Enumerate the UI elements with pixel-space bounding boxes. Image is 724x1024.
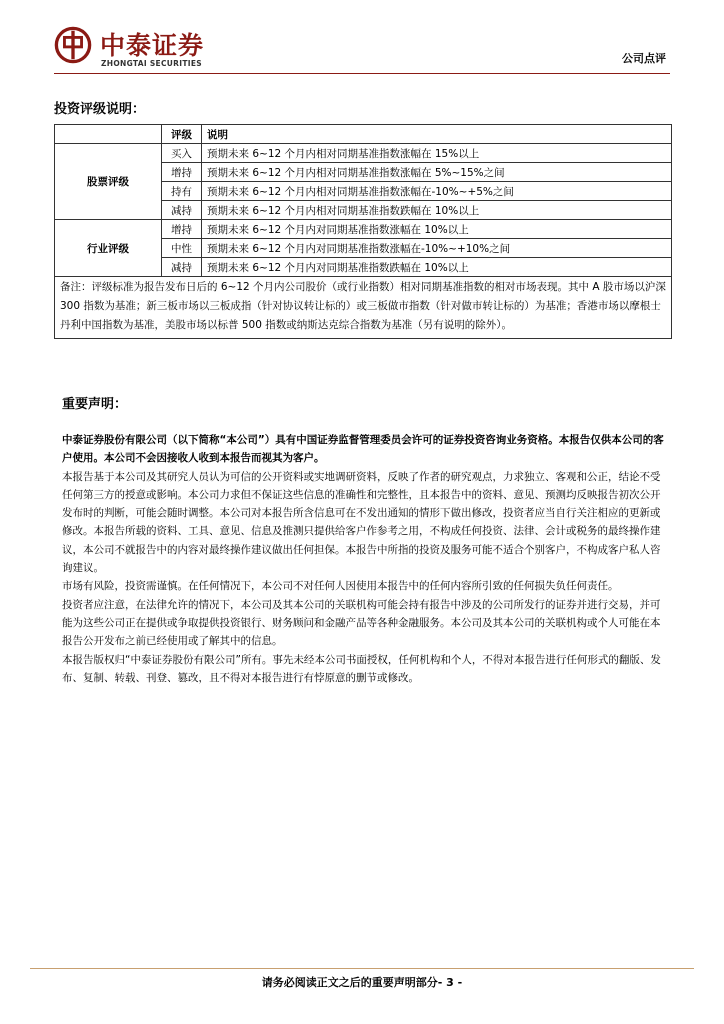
rating-level: 持有 [162, 182, 202, 201]
page-header [0, 0, 724, 80]
zhongtai-logo-icon [54, 26, 92, 64]
footer-notice: 请务必阅读正文之后的重要声明部分 [261, 976, 438, 989]
rating-level: 减持 [162, 201, 202, 220]
rating-desc: 预期未来 6~12 个月内相对同期基准指数涨幅在-10%~+5%之间 [202, 182, 672, 201]
rating-desc: 预期未来 6~12 个月内对同期基准指数跌幅在 10%以上 [202, 258, 672, 277]
col-rating-header: 评级 [162, 125, 202, 144]
stock-rating-category: 股票评级 [55, 144, 162, 220]
rating-level: 增持 [162, 220, 202, 239]
table-note-row [55, 277, 672, 339]
disclaimer-paragraph: 中泰证券股份有限公司（以下简称“本公司”）具有中国证券监督管理委员会许可的证券投资咨询业务资格。本报告仅供本公司的客户使用。本公司不会因接收人收到本报告而视其为客户。 [62, 434, 664, 465]
disclaimer-body [62, 431, 670, 687]
rating-note: 备注：评级标准为报告发布日后的 6~12 个月内公司股价（或行业指数）相对同期基准指数的相对市场表现。其中 A 股市场以沪深 300 指数为基准；新三板市场以三板成指（针对协议转让标的）或三板做市指数（针对做市转让标的）为基准；香港市场以摩根士丹利中国指数为基准，美股市场以标普 500 指数或纳斯达克综合指数为基准（另有说明的除外）。 [55, 277, 672, 339]
rating-table [54, 124, 672, 339]
disclaimer-paragraph: 本报告版权归“中泰证券股份有限公司”所有。事先未经本公司书面授权，任何机构和个人，不得对本报告进行任何形式的翻版、发布、复制、转载、刊登、篡改，且不得对本报告进行有悖原意的删节或修改。 [62, 653, 661, 684]
ratings-section-title: 投资评级说明： [54, 102, 146, 117]
table-row [55, 144, 672, 163]
disclaimer-section-title: 重要声明： [62, 397, 128, 412]
rating-level: 增持 [162, 163, 202, 182]
brand-name-en: ZHONGTAI SECURITIES [101, 59, 202, 68]
rating-desc: 预期未来 6~12 个月内对同期基准指数涨幅在-10%~+10%之间 [202, 239, 672, 258]
header-divider [54, 73, 670, 74]
brand-name-cn: 中泰证券 [100, 31, 205, 60]
rating-level: 减持 [162, 258, 202, 277]
rating-level: 买入 [162, 144, 202, 163]
footer-divider [30, 968, 694, 969]
rating-level: 中性 [162, 239, 202, 258]
disclaimer-paragraph: 投资者应注意，在法律允许的情况下，本公司及其本公司的关联机构可能会持有报告中涉及的公司所发行的证券并进行交易，并可能为这些公司正在提供或争取提供投资银行、财务顾问和金融产品等各种金融服务。本公司及其本公司的关联机构或个人可能在本报告公开发布之前已经使用或了解其中的信息。 [62, 598, 661, 648]
rating-table-header [55, 125, 672, 144]
page-footer [0, 974, 724, 990]
company-logo [54, 22, 274, 74]
report-type: 公司点评 [622, 52, 666, 65]
table-row [55, 220, 672, 239]
rating-desc: 预期未来 6~12 个月内相对同期基准指数涨幅在 15%以上 [202, 144, 672, 163]
page-number: - 3 - [437, 976, 463, 989]
disclaimer-paragraph: 市场有风险，投资需谨慎。在任何情况下，本公司不对任何人因使用本报告中的任何内容所引致的任何损失负任何责任。 [62, 580, 619, 593]
rating-desc: 预期未来 6~12 个月内相对同期基准指数跌幅在 10%以上 [202, 201, 672, 220]
disclaimer-paragraph: 本报告基于本公司及其研究人员认为可信的公开资料或实地调研资料，反映了作者的研究观点，力求独立、客观和公正，结论不受任何第三方的授意或影响。本公司力求但不保证这些信息的准确性和完整性，且本报告中的资料、意见、预测均反映报告初次公开发布时的判断，可能会随时调整。本公司对本报告所含信息可在不发出通知的情形下做出修改，投资者应当自行关注相应的更新或修改。本报告所载的资料、工具、意见、信息及推测只提供给客户作参考之用，不构成任何投资、法律、会计或税务的最终操作建议，本公司不就报告中的内容对最终操作建议做出任何担保。本报告中所指的投资及服务可能不适合个别客户，不构成客户私人咨询建议。 [62, 470, 661, 575]
table-header-blank [55, 125, 162, 144]
col-desc-header: 说明 [202, 125, 672, 144]
rating-desc: 预期未来 6~12 个月内对同期基准指数涨幅在 10%以上 [202, 220, 672, 239]
rating-desc: 预期未来 6~12 个月内相对同期基准指数涨幅在 5%~15%之间 [202, 163, 672, 182]
industry-rating-category: 行业评级 [55, 220, 162, 277]
